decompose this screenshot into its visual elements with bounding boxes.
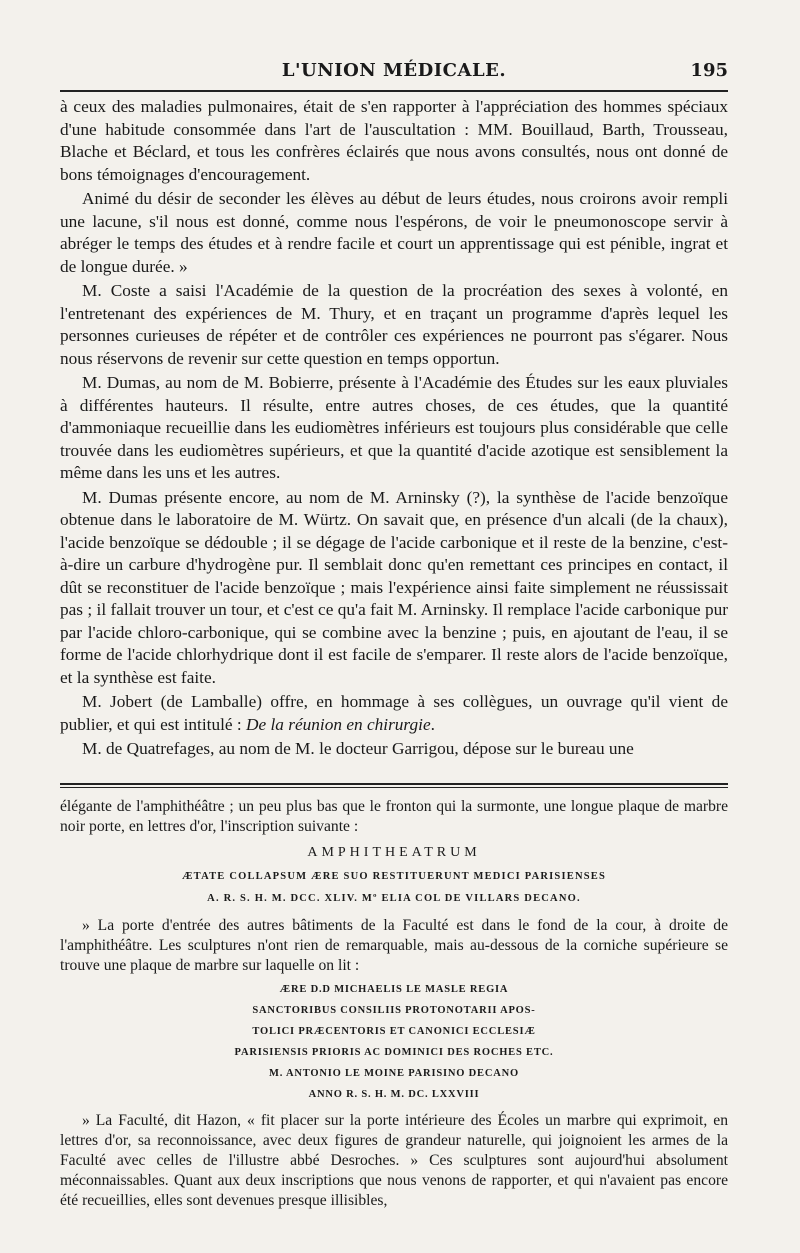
inscription-line: M. ANTONIO LE MOINE PARISINO DECANO: [269, 1068, 519, 1079]
footnote-rule: [60, 783, 728, 785]
inscription-amphitheatrum: [60, 840, 728, 910]
inscription-line: A. R. S. H. M. DCC. XLIV. Mº ELIA COL DE VILLARS DECANO.: [207, 893, 581, 904]
jobert-text: M. Jobert (de Lamballe) offre, en hommage à ses collègues, un ouvrage qu'il vient de publier, et qui est intitulé :: [60, 692, 728, 734]
inscription-line: ÆTATE COLLAPSUM ÆRE SUO RESTITUERUNT MEDICI PARISIENSES: [181, 871, 607, 882]
main-text: [60, 96, 728, 763]
paragraph-pneumonoscope: Animé du désir de seconder les élèves au début de leurs études, nous croirons avoir rempli une lacune, s'il nous est donné, comme nous l'espérons, de voir le pneumonoscope servir à abréger le temps des études et à rendre facile et court un apprentissage qui est pénible, ingrat et de longue durée. »: [60, 189, 728, 276]
paragraph-auscultation: à ceux des maladies pulmonaires, était de s'en rapporter à l'appréciation des hommes spéciaux d'une habitude consommée dans l'art de l'auscultation : MM. Bouillaud, Barth, Trousseau, Blache et Béclard, et tous les confrères éclairés que nous avons consultés, nous ont donné de bons témoignages d'encouragement.: [60, 97, 728, 184]
inscription-line: PARISIENSIS PRIORIS AC DOMINICI DES ROCHES ETC.: [234, 1047, 554, 1058]
feuilleton-text: [60, 797, 728, 1213]
paragraph-quatrefages: M. de Quatrefages, au nom de M. le docteur Garrigou, dépose sur le bureau une: [82, 739, 634, 758]
feuilleton-paragraph-3: » La Faculté, dit Hazon, « fit placer sur la porte intérieure des Écoles un marbre qui exprimoit, en lettres d'or, sa reconnoissance, avec deux figures de grandeur naturelle, qui joignoient les armes de la Faculté avec celles de l'illustre abbé Desroches. » Ces sculptures sont aujourd'hui absolument méconnaissables. Quant aux deux inscriptions que nous venons de rapporter, et qui n'avaient pas encore été recueillies, elles sont devenues presque illisibles,: [60, 1112, 728, 1209]
paragraph-dumas-arninsky: M. Dumas présente encore, au nom de M. Arninsky (?), la synthèse de l'acide benzoïque obtenue dans le laboratoire de M. Würtz. On savait que, en présence d'un alcali (de la chaux), l'acide benzoïque se dédouble ; il se dégage de l'acide carbonique et il reste de la benzine, c'est-à-dire un carbure d'hydrogène pur. Il semblait donc qu'en remettant ces principes en contact, il dût se reconstituer de l'acide benzoïque ; mais l'expérience ainsi faite simplement ne réussissait pas ; il fallait trouver un tour, et c'est ce qu'a fait M. Arninsky. Il remplace l'acide carbonique pur par l'acide chloro-carbonique, qui se combine avec la benzine ; puis, en ajoutant de l'eau, il se forme de l'acide chlorhydrique dont il est facile de s'emparer. Il reste alors de l'acide benzoïque, et la synthèse est faite.: [60, 487, 728, 687]
header-rule: [60, 90, 728, 92]
footnote-rule-thin: [60, 787, 728, 788]
feuilleton-paragraph-1: élégante de l'amphithéâtre ; un peu plus bas que le fronton qui la surmonte, une longue plaque de marbre noir porte, en lettres d'or, l'inscription suivante :: [60, 798, 728, 835]
inscription-line: SANCTORIBUS CONSILIIS PROTONOTARII APOS-: [252, 1005, 536, 1016]
inscription-line: TOLICI PRÆCENTORIS ET CANONICI ECCLESIÆ: [252, 1026, 536, 1037]
inscription-line: ÆRE D.D MICHAELIS LE MASLE REGIA: [279, 984, 509, 995]
inscription-le-masle: [60, 979, 728, 1105]
jobert-end: .: [430, 714, 435, 734]
book-title: De la réunion en chirurgie: [246, 714, 431, 734]
inscription-line: AMPHITHEATRUM: [307, 845, 481, 860]
running-header: [60, 58, 728, 88]
journal-title: L'UNION MÉDICALE.: [281, 60, 507, 81]
paragraph-coste: M. Coste a saisi l'Académie de la question de la procréation des sexes à volonté, en l'entretenant des expériences de M. Thury, et en traçant un programme d'après lequel les personnes curieuses de répéter et de contrôler ces expériences ne pourront pas s'égarer. Nous nous réservons de revenir sur cette question en temps opportun.: [60, 281, 728, 368]
feuilleton-paragraph-2: » La porte d'entrée des autres bâtiments de la Faculté est dans le fond de la cour, à droite de l'amphithéâtre. Les sculptures n'ont rien de remarquable, mais au-dessous de la corniche supérieure se trouve une plaque de marbre sur laquelle on lit :: [60, 917, 728, 974]
paragraph-dumas-bobierre: M. Dumas, au nom de M. Bobierre, présente à l'Académie des Études sur les eaux pluviales à différentes hauteurs. Il résulte, entre autres choses, de ces études, que la quantité d'ammoniaque recueillie dans les eudiomètres inférieurs est toujours plus considérable que celle trouvée dans les eudiomètres supérieurs, et que la quantité d'acide azotique est sensiblement la même dans les uns et les autres.: [60, 373, 728, 482]
inscription-line: ANNO R. S. H. M. DC. LXXVIII: [308, 1089, 480, 1100]
paragraph-jobert: [60, 691, 728, 736]
page-number: 195: [690, 60, 728, 81]
